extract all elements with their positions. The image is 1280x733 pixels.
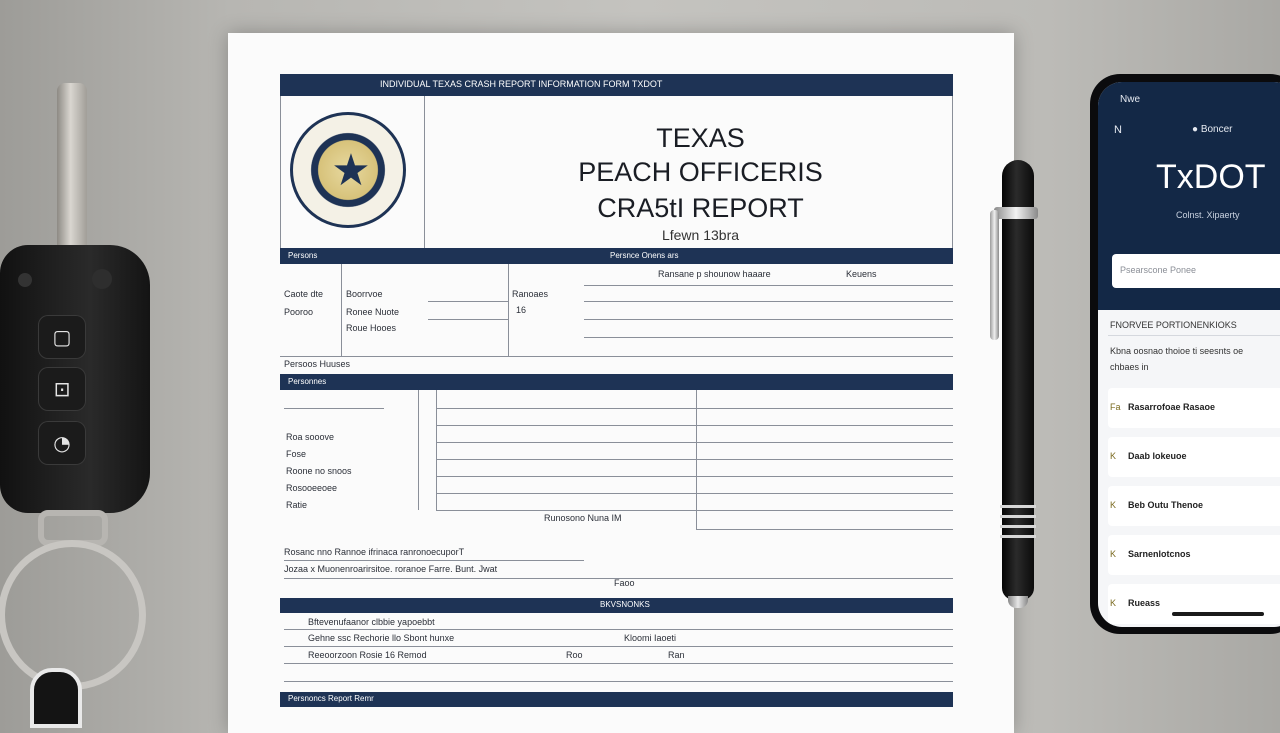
menu-icon[interactable]: N — [1114, 124, 1122, 136]
divider — [436, 390, 437, 510]
field-line — [284, 629, 953, 630]
field-line — [436, 442, 953, 443]
menu-item[interactable] — [1108, 437, 1280, 477]
field-line — [428, 301, 508, 302]
car-key-blade — [57, 83, 87, 253]
trunk-icon: ◔ — [38, 421, 86, 465]
field-line — [584, 337, 953, 338]
field-label: Rosooeeoee — [286, 483, 338, 493]
section-bar-persons — [280, 248, 953, 264]
field-label: Runosono Nuna IM — [544, 513, 622, 523]
pen-ring — [1000, 505, 1036, 508]
section-label: Persnoncs Report Remr — [288, 694, 374, 703]
field-line — [436, 459, 953, 460]
app-brand-subtitle: Colnst. Xipaerty — [1176, 210, 1240, 220]
field-label: Roue Hooes — [346, 323, 397, 333]
section-label: Persons — [288, 251, 318, 260]
field-line — [584, 301, 953, 302]
field-label: Ransane p shounow haaare — [658, 269, 771, 279]
crash-report-form — [228, 33, 1014, 733]
report-subtitle: Lfewn 13bra — [661, 227, 740, 243]
account-indicator[interactable]: ● Boncer — [1192, 124, 1233, 135]
field-line — [584, 285, 953, 286]
pen-clip — [990, 210, 999, 340]
pen — [1002, 160, 1034, 600]
field-line — [436, 510, 953, 511]
field-line — [284, 663, 953, 664]
star-icon: ★ — [331, 145, 371, 196]
form-text: Rosanc nno Rannoe ifrinaca ranronoecuporT — [284, 547, 465, 557]
menu-bullet: K — [1110, 549, 1117, 559]
pen-tip — [1008, 596, 1028, 608]
menu-item-label: Daab lokeuoe — [1128, 451, 1187, 461]
section-header: FNORVEE PORTIONENKIOKS — [1110, 320, 1237, 330]
divider — [280, 96, 281, 248]
field-line — [284, 681, 953, 682]
divider — [418, 390, 419, 510]
field-line — [696, 529, 953, 530]
field-line — [436, 408, 696, 409]
field-label: Persoos Huuses — [284, 359, 351, 369]
search-input[interactable] — [1112, 254, 1280, 288]
body-text: chbaes in — [1110, 362, 1149, 372]
form-text: Jozaa x Muonenroarirsitoe. roranoe Farre. Bunt. Jwat — [284, 564, 498, 574]
pen-ring — [1000, 525, 1036, 528]
texas-seal — [290, 112, 406, 228]
field-line — [584, 319, 953, 320]
key-ring — [0, 540, 146, 690]
top-banner-text: INDIVIDUAL TEXAS CRASH REPORT INFORMATION FORM TXDOT — [380, 79, 663, 89]
menu-bullet: K — [1110, 500, 1117, 510]
field-line — [436, 493, 953, 494]
search-placeholder: Psearscone Ponee — [1120, 265, 1197, 275]
app-header — [1098, 82, 1280, 310]
menu-item[interactable] — [1108, 535, 1280, 575]
section-label: Personnes — [288, 377, 327, 386]
menu-bullet: K — [1110, 451, 1117, 461]
field-label: Ranoaes — [512, 289, 549, 299]
field-label: Roone no snoos — [286, 466, 352, 476]
status-text: Nwe — [1120, 94, 1141, 105]
section-bar-3 — [280, 598, 953, 613]
form-text: Roo — [566, 650, 583, 660]
unlock-icon: ⊡ — [38, 367, 86, 411]
field-label: Ratie — [286, 500, 308, 510]
home-indicator — [1172, 612, 1264, 616]
key-tag — [30, 668, 82, 728]
pen-band — [994, 207, 1038, 219]
menu-bullet: Fa — [1110, 402, 1121, 412]
section-label: Persnce Onens ars — [610, 251, 679, 260]
section-bar-4 — [280, 692, 953, 707]
form-text: Gehne ssc Rechorie llo Sbont hunxe — [308, 633, 455, 643]
report-title-state: TEXAS — [656, 123, 745, 153]
menu-item[interactable] — [1108, 584, 1280, 624]
form-text: Reeoorzoon Rosie 16 Remod — [308, 650, 427, 660]
lock-icon: ▢ — [38, 315, 86, 359]
menu-bullet: K — [1110, 598, 1117, 608]
menu-item-label: Rasarrofoae Rasaoe — [1128, 402, 1216, 412]
menu-item-label: Sarnenlotcnos — [1128, 549, 1191, 559]
divider — [508, 264, 509, 356]
divider — [696, 390, 697, 530]
car-key-fob — [0, 245, 150, 513]
form-text: Ran — [668, 650, 685, 660]
field-line — [284, 408, 384, 409]
section-label: BKVSNONKS — [600, 600, 650, 609]
section-bar-personnes — [280, 374, 953, 390]
field-line — [284, 560, 584, 561]
field-line — [696, 408, 953, 409]
field-label: Keuens — [846, 269, 877, 279]
field-label: Fose — [286, 449, 307, 459]
form-text: Bftevenufaanor clbbie yapoebbt — [308, 617, 435, 627]
field-label: Pooroo — [284, 307, 314, 317]
divider — [1108, 335, 1280, 336]
pen-ring — [1000, 535, 1036, 538]
menu-item[interactable] — [1108, 486, 1280, 526]
field-label: 16 — [516, 305, 527, 315]
fob-screw — [92, 269, 112, 289]
field-line — [436, 425, 953, 426]
report-title-line3: CRA5tI REPORT — [597, 193, 804, 223]
menu-item-label: Beb Outu Thenoe — [1128, 500, 1203, 510]
field-line — [280, 356, 953, 357]
body-text: Kbna oosnao thoioe ti seesnts oe — [1110, 346, 1244, 356]
app-brand-logo: TxDOT — [1156, 158, 1266, 196]
field-line — [436, 476, 953, 477]
divider — [341, 264, 342, 356]
field-line — [428, 319, 508, 320]
menu-item[interactable] — [1108, 388, 1280, 428]
divider — [424, 96, 425, 248]
form-text: Faoo — [614, 578, 635, 588]
field-line — [284, 646, 953, 647]
top-banner — [280, 74, 953, 96]
menu-item-label: Rueass — [1128, 598, 1161, 608]
pen-ring — [1000, 515, 1036, 518]
field-label: Roa sooove — [286, 432, 335, 442]
fob-screw — [18, 273, 32, 287]
form-text: Kloomi Iaoeti — [624, 633, 677, 643]
field-label: Ronee Nuote — [346, 307, 400, 317]
phone-screen — [1098, 82, 1280, 627]
field-label: Boorrvoe — [346, 289, 383, 299]
report-title-line2: PEACH OFFICERIS — [578, 157, 823, 187]
field-label: Caote dte — [284, 289, 324, 299]
